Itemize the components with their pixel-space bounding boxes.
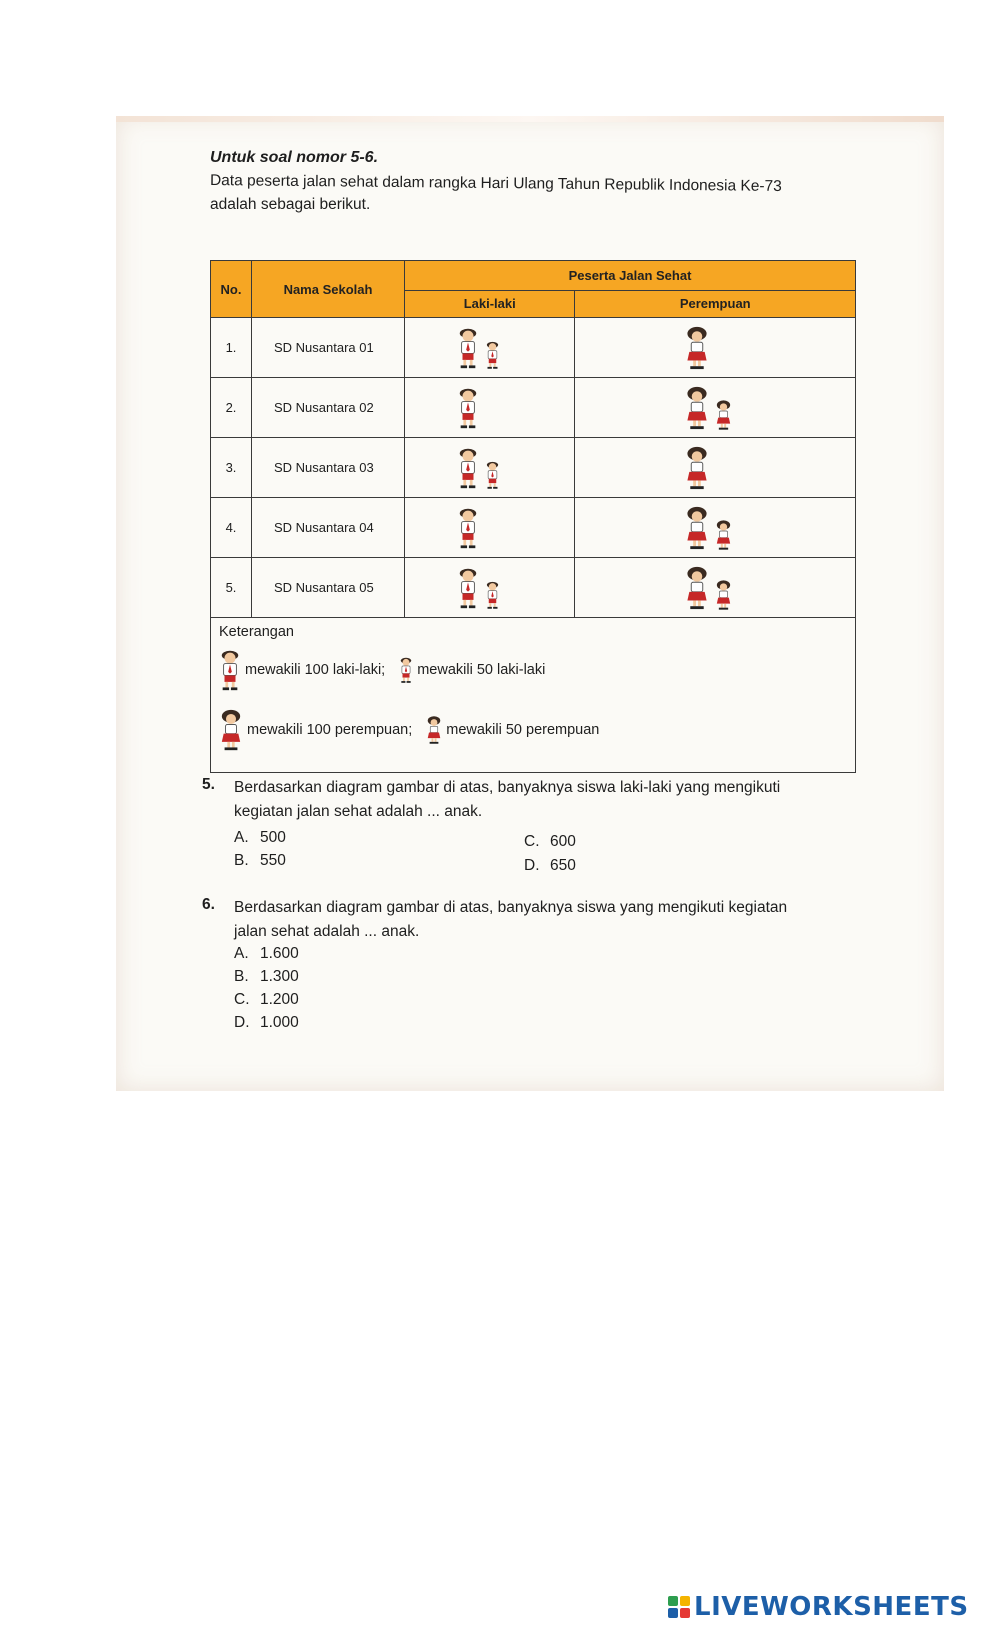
q5-option-c[interactable]: C. 600 [524,833,576,850]
header-no: No. [211,261,252,318]
school-name: SD Nusantara 04 [252,498,405,558]
female-pictogram [575,438,856,498]
legend-female-full [219,708,412,752]
scanned-page [116,116,944,1091]
legend-row-female [219,708,847,752]
header-participants: Peserta Jalan Sehat [405,261,856,291]
female-pictogram [575,318,856,378]
q5-option-d[interactable]: D. 650 [524,857,576,874]
school-name: SD Nusantara 02 [252,378,405,438]
male-pictogram [405,498,575,558]
boy-icon [219,648,241,692]
intro-title: Untuk soal nomor 5-6. [210,149,379,166]
small-boy-icon [485,339,500,371]
male-pictogram [405,318,575,378]
girl-icon [219,708,243,752]
row-number: 5. [211,558,252,618]
school-name: SD Nusantara 03 [252,438,405,498]
school-name: SD Nusantara 01 [252,318,405,378]
legend-female-half-text: mewakili 50 perempuan [446,722,600,738]
small-boy-icon [399,655,413,685]
table-row [211,558,856,618]
legend-female-half [426,715,599,745]
question-number: 5. [202,776,215,793]
boy-icon [457,385,479,431]
legend-male-half [399,655,545,685]
female-pictogram [575,558,856,618]
question-number: 6. [202,896,215,913]
legend-row-male [219,648,847,692]
girl-icon [685,505,709,551]
row-number: 3. [211,438,252,498]
brand-name: LIVEWORKSHEETS [694,1592,969,1622]
table-row [211,498,856,558]
legend-male-half-text: mewakili 50 laki-laki [417,662,546,678]
q6-option-c[interactable]: C. 1.200 [234,991,299,1008]
intro-line-1: Data peserta jalan sehat dalam rangka Hari Ulang Tahun Republik Indonesia Ke-73 [209,172,782,195]
q5-option-a[interactable]: A. 500 [234,829,286,846]
header-female: Perempuan [575,290,856,317]
girl-icon [685,325,709,371]
small-girl-icon [715,399,732,431]
q6-option-b[interactable]: B. 1.300 [234,968,299,985]
table-row [211,438,856,498]
legend-male-full [219,648,385,692]
q5-option-b[interactable]: B. 550 [234,852,286,869]
row-number: 1. [211,318,252,378]
boy-icon [457,445,479,491]
boy-icon [457,505,479,551]
small-boy-icon [485,579,500,611]
table-body [211,318,856,618]
small-girl-icon [715,519,732,551]
legend-male-full-text: mewakili 100 laki-laki; [245,662,386,678]
small-girl-icon [715,579,732,611]
school-name: SD Nusantara 05 [252,558,405,618]
legend [211,618,856,773]
girl-icon [685,445,709,491]
row-number: 2. [211,378,252,438]
pictogram-table [210,260,856,773]
legend-female-full-text: mewakili 100 perempuan; [247,722,413,738]
small-girl-icon [426,715,442,745]
boy-icon [457,325,479,371]
small-boy-icon [485,459,500,491]
male-pictogram [405,378,575,438]
table-row [211,378,856,438]
female-pictogram [575,498,856,558]
legend-title: Keterangan [219,624,294,640]
male-pictogram [405,558,575,618]
logo-grid-icon [668,1596,690,1618]
girl-icon [685,565,709,611]
question-text: Berdasarkan diagram gambar di atas, banyaknya siswa laki-laki yang mengikuti kegiatan jalan sehat adalah ... anak. [234,779,781,820]
header-male: Laki-laki [405,290,575,317]
liveworksheets-logo [668,1592,969,1622]
boy-icon [457,565,479,611]
male-pictogram [405,438,575,498]
header-school-name: Nama Sekolah [252,261,405,318]
scan-edge [116,116,944,122]
q6-option-a[interactable]: A. 1.600 [234,945,299,962]
question-text: Berdasarkan diagram gambar di atas, banyaknya siswa yang mengikuti kegiatan jalan sehat adalah ... anak. [234,899,788,940]
girl-icon [685,385,709,431]
row-number: 4. [211,498,252,558]
intro-line-2: adalah sebagai berikut. [210,196,371,213]
female-pictogram [575,378,856,438]
q6-option-d[interactable]: D. 1.000 [234,1014,299,1031]
table-row [211,318,856,378]
